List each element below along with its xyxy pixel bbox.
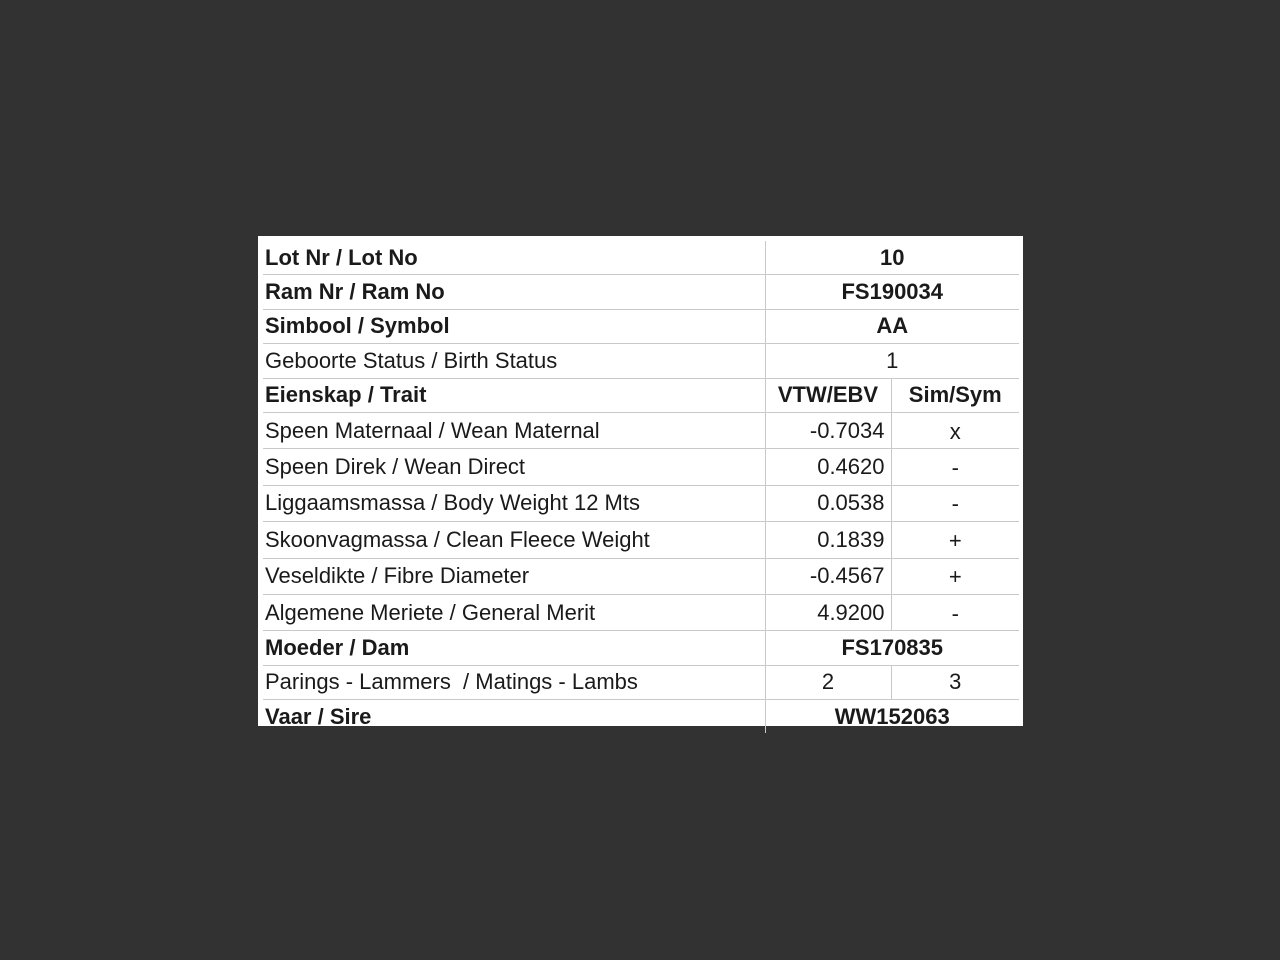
symbol-column-header: Sim/Sym — [891, 378, 1019, 412]
trait-ebv: 0.0538 — [765, 485, 891, 521]
trait-ebv: 0.1839 — [765, 522, 891, 558]
table-row — [263, 631, 1019, 665]
trait-label: Liggaamsmassa / Body Weight 12 Mts — [263, 485, 765, 521]
trait-row — [263, 522, 1019, 558]
ebv-column-header: VTW/EBV — [765, 378, 891, 412]
trait-symbol: + — [891, 522, 1019, 558]
trait-ebv: 0.4620 — [765, 449, 891, 485]
trait-label: Veseldikte / Fibre Diameter — [263, 558, 765, 594]
table-row — [263, 275, 1019, 309]
lot-info-table — [263, 241, 1019, 733]
sire-label: Vaar / Sire — [263, 700, 765, 734]
table-row — [263, 700, 1019, 734]
ram-number-label: Ram Nr / Ram No — [263, 275, 765, 309]
ram-number-value: FS190034 — [765, 275, 1019, 309]
trait-row — [263, 412, 1019, 448]
table-row — [263, 241, 1019, 275]
trait-ebv: -0.4567 — [765, 558, 891, 594]
trait-row — [263, 594, 1019, 630]
trait-ebv: -0.7034 — [765, 412, 891, 448]
table-row — [263, 344, 1019, 378]
dam-label: Moeder / Dam — [263, 631, 765, 665]
trait-label: Speen Maternaal / Wean Maternal — [263, 412, 765, 448]
dam-value: FS170835 — [765, 631, 1019, 665]
lot-number-value: 10 — [765, 241, 1019, 275]
table-row — [263, 309, 1019, 343]
trait-symbol: x — [891, 412, 1019, 448]
lambs-value: 3 — [891, 665, 1019, 699]
matings-value: 2 — [765, 665, 891, 699]
table-row — [263, 665, 1019, 699]
trait-header-row — [263, 378, 1019, 412]
trait-row — [263, 558, 1019, 594]
trait-symbol: - — [891, 449, 1019, 485]
trait-row — [263, 485, 1019, 521]
trait-label: Algemene Meriete / General Merit — [263, 594, 765, 630]
trait-label: Skoonvagmassa / Clean Fleece Weight — [263, 522, 765, 558]
lot-info-sheet — [258, 236, 1023, 729]
birth-status-label: Geboorte Status / Birth Status — [263, 344, 765, 378]
symbol-value: AA — [765, 309, 1019, 343]
trait-symbol: - — [891, 485, 1019, 521]
sire-value: WW152063 — [765, 700, 1019, 734]
trait-ebv: 4.9200 — [765, 594, 891, 630]
trait-symbol: + — [891, 558, 1019, 594]
symbol-label: Simbool / Symbol — [263, 309, 765, 343]
birth-status-value: 1 — [765, 344, 1019, 378]
lot-number-label: Lot Nr / Lot No — [263, 241, 765, 275]
trait-symbol: - — [891, 594, 1019, 630]
trait-header-label: Eienskap / Trait — [263, 378, 765, 412]
matings-lambs-label: Parings - Lammers / Matings - Lambs — [263, 665, 765, 699]
trait-row — [263, 449, 1019, 485]
trait-label: Speen Direk / Wean Direct — [263, 449, 765, 485]
